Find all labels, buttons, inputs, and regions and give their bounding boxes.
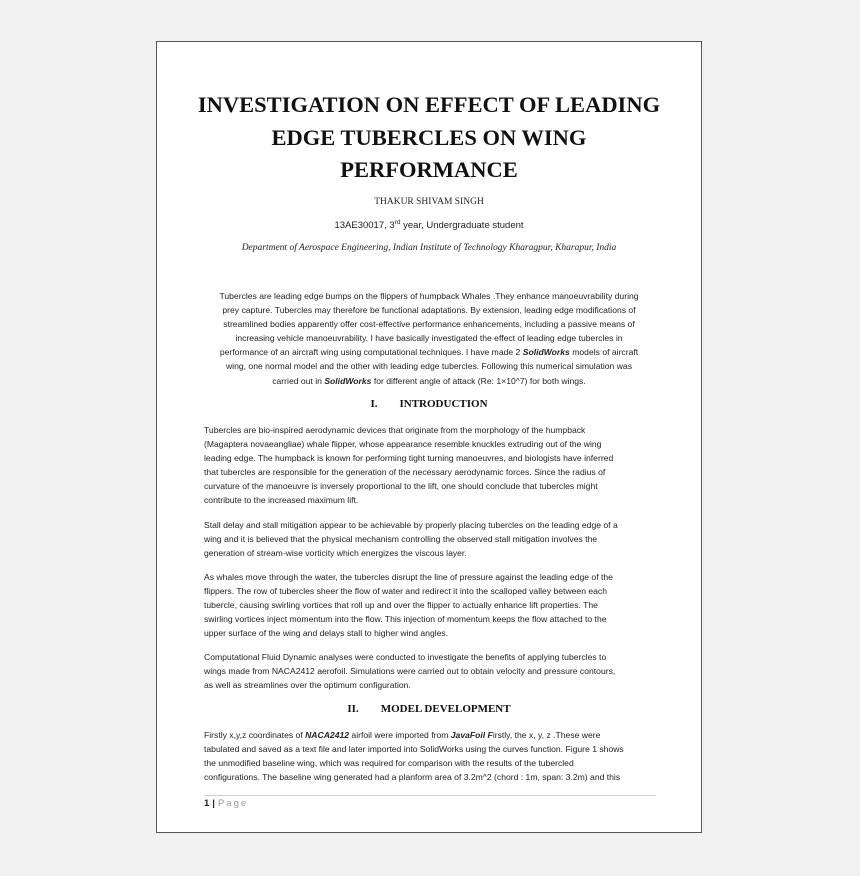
paragraph-line: As whales move through the water, the tubercles disrupt the line of pressure against the leading edge of the — [204, 572, 613, 582]
author-id-superscript: rd — [394, 219, 401, 226]
section-heading-introduction — [157, 398, 701, 410]
paragraph-line: swirling vortices inject momentum into the flow. This injection of momentum keeps the flow attached to the — [204, 614, 607, 625]
paragraph-line: generation of stream-wise vorticity which energizes the viscous layer. — [204, 548, 467, 559]
abstract-line: wing, one normal model and the other with leading edge tubercles. Following this numerical simulation was — [225, 361, 633, 372]
document-page — [156, 41, 702, 833]
abstract-line: prey capture. Tubercles may therefore be functional adaptations. By extension, leading edge modifications of — [222, 305, 636, 316]
paragraph-line: curvature of the manoeuvre is inversely proportional to the lift, one should conclude that tubercles might — [204, 481, 598, 492]
paragraph-line: that tubercles are responsible for the generation of the necessary aerodynamic forces. Since the radius of — [204, 467, 606, 478]
paragraph-line: Stall delay and stall mitigation appear to be achievable by properly placing tubercles on the leading edge of a — [204, 520, 618, 530]
abstract — [197, 289, 661, 388]
paragraph-line: tabulated and saved as a text file and later imported into SolidWorks using the curves function. Figure 1 shows — [204, 744, 624, 755]
paragraph-line: as well as streamlines over the optimum configuration. — [204, 680, 411, 691]
page-footer — [204, 798, 248, 809]
paragraph-line: contribute to the increased maximum lift. — [204, 495, 359, 506]
abstract-line: streamlined bodies apparently offer cost-effective performance enhancements, including a passive means of — [223, 319, 635, 330]
paragraph — [204, 423, 654, 508]
section-number: II. — [347, 703, 359, 715]
paragraph-line: leading edge. The humpback is known for performing tight turning manoeuvres, and biologists have inferred — [204, 453, 614, 464]
abstract-line: increasing vehicle manoeuvrability. I have basically investigated the effect of leading edge tubercles in — [235, 333, 623, 344]
author-name: THAKUR SHIVAM SINGH — [374, 197, 484, 207]
paragraph — [204, 650, 654, 692]
paragraph-line: Firstly x,y,z coordinates of NACA2412 airfoil were imported from JavaFoil Firstly, the x, y, z .These were — [204, 730, 601, 740]
section-number: I. — [370, 398, 378, 410]
paragraph-line: configurations. The baseline wing generated had a planform area of 3.2m^2 (chord : 1m, span: 3.2m) and this — [204, 772, 621, 783]
author-id-prefix: 13AE30017, 3 — [334, 220, 395, 232]
section-title: MODEL DEVELOPMENT — [380, 703, 511, 715]
author-affiliation: Department of Aerospace Engineering, Indian Institute of Technology Kharagpur, Kharapur, India — [241, 243, 617, 253]
paragraph-line: wings made from NACA2412 aerofoil. Simulations were carried out to obtain velocity and pressure contours, — [204, 666, 616, 677]
paragraph-line: flippers. The row of tubercles sheer the flow of water and redirect it into the scalloped valley between each — [204, 586, 608, 597]
paragraph-line: tubercle, causing swirling vortices that roll up and over the flipper to actually enhance lift properties. The — [204, 600, 598, 611]
abstract-line: carried out in SolidWorks for different angle of attack (Re: 1×10^7) for both wings. — [272, 375, 586, 386]
abstract-line: performance of an aircraft wing using computational techniques. I have made 2 SolidWorks models of aircraft — [219, 347, 639, 358]
paragraph — [204, 518, 654, 560]
section-heading-model-development — [157, 703, 701, 715]
author-id-suffix: year, Undergraduate student — [400, 220, 524, 232]
paragraph-line: Computational Fluid Dynamic analyses were conducted to investigate the benefits of applying tubercles to — [204, 652, 607, 662]
section-title: INTRODUCTION — [399, 398, 488, 410]
page-number: 1 — [204, 798, 210, 809]
paper-title — [187, 89, 671, 187]
title-line: EDGE TUBERCLES ON WING — [271, 124, 587, 150]
abstract-line: Tubercles are leading edge bumps on the flippers of humpback Whales .They enhance manoeuvrability during — [219, 291, 639, 301]
paragraph-line: wing and it is believed that the physical mechanism controlling the observed stall mitigation involves the — [204, 534, 598, 545]
footer-separator: | — [212, 798, 215, 809]
paragraph — [204, 570, 654, 640]
title-line: INVESTIGATION ON EFFECT OF LEADING — [197, 92, 661, 117]
footer-divider — [204, 795, 656, 796]
paragraph-line: Tubercles are bio-inspired aerodynamic devices that originate from the morphology of the humpback — [204, 425, 586, 435]
title-line: PERFORMANCE — [340, 157, 518, 182]
paragraph-line: upper surface of the wing and delays stall to higher wind angles. — [204, 628, 449, 639]
page-label: Page — [217, 798, 249, 809]
paragraph-line: (Magaptera novaeangliae) whale flipper, whose appearance resemble knuckles extruding out of the wing — [204, 439, 602, 450]
paragraph-line: the unmodified baseline wing, which was required for comparison with the results of the tubercled — [204, 758, 574, 769]
author-id-line — [177, 219, 681, 231]
paragraph — [204, 728, 654, 784]
